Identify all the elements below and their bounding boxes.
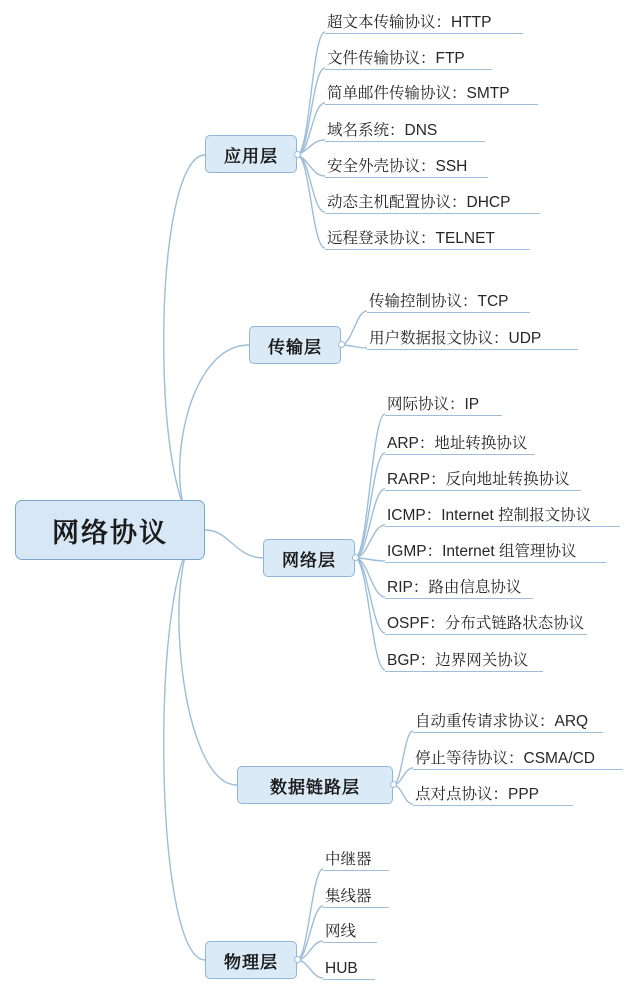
leaf-label: 网际协议：IP bbox=[387, 396, 480, 413]
branch-label: 应用层 bbox=[224, 146, 278, 166]
leaf-node[interactable] bbox=[413, 748, 623, 770]
leaf-label: OSPF：分布式链路状态协议 bbox=[387, 615, 585, 632]
leaf-node[interactable] bbox=[323, 886, 389, 908]
leaf-node[interactable] bbox=[385, 577, 533, 599]
leaf-node[interactable] bbox=[385, 613, 587, 635]
leaf-label: ARP：地址转换协议 bbox=[387, 435, 528, 452]
branch-connector-dot bbox=[294, 151, 301, 158]
leaf-label: HUB bbox=[325, 960, 358, 977]
branch-connector-dot bbox=[352, 554, 359, 561]
leaf-node[interactable] bbox=[367, 328, 578, 350]
branch-connector-dot bbox=[294, 956, 301, 963]
leaf-node[interactable] bbox=[413, 711, 603, 733]
leaf-node[interactable] bbox=[385, 469, 581, 491]
branch-node-physical-layer[interactable] bbox=[205, 941, 297, 979]
branch-node-data-link-layer[interactable] bbox=[237, 766, 393, 804]
leaf-label: 中继器 bbox=[325, 851, 372, 868]
branch-label: 网络层 bbox=[282, 550, 336, 570]
leaf-node[interactable] bbox=[323, 921, 377, 943]
root-node[interactable] bbox=[15, 500, 205, 560]
leaf-node[interactable] bbox=[385, 650, 543, 672]
leaf-label: 安全外壳协议：SSH bbox=[327, 158, 468, 175]
leaf-label: 集线器 bbox=[325, 888, 372, 905]
branch-node-application-layer[interactable] bbox=[205, 135, 297, 173]
leaf-node[interactable] bbox=[325, 228, 530, 250]
leaf-node[interactable] bbox=[325, 48, 492, 70]
leaf-node[interactable] bbox=[325, 12, 523, 34]
branch-label: 物理层 bbox=[224, 952, 278, 972]
leaf-label: 自动重传请求协议：ARQ bbox=[415, 713, 589, 730]
branch-label: 数据链路层 bbox=[270, 777, 360, 797]
leaf-label: 网线 bbox=[325, 923, 357, 940]
leaf-node[interactable] bbox=[325, 120, 485, 142]
branch-connector-dot bbox=[338, 341, 345, 348]
leaf-label: 远程登录协议：TELNET bbox=[327, 230, 495, 247]
leaf-node[interactable] bbox=[367, 291, 530, 313]
leaf-label: 超文本传输协议：HTTP bbox=[327, 14, 492, 31]
leaf-node[interactable] bbox=[413, 784, 573, 806]
branch-label: 传输层 bbox=[268, 337, 322, 357]
leaf-label: BGP：边界网关协议 bbox=[387, 652, 529, 669]
leaf-label: 传输控制协议：TCP bbox=[369, 293, 509, 310]
leaf-label: 文件传输协议：FTP bbox=[327, 50, 465, 67]
leaf-label: 域名系统：DNS bbox=[327, 122, 438, 139]
leaf-label: 动态主机配置协议：DHCP bbox=[327, 194, 511, 211]
leaf-label: 停止等待协议：CSMA/CD bbox=[415, 750, 595, 767]
leaf-node[interactable] bbox=[323, 849, 389, 871]
branch-node-network-layer[interactable] bbox=[263, 539, 355, 577]
branch-node-transport-layer[interactable] bbox=[249, 326, 341, 364]
leaf-node[interactable] bbox=[325, 192, 540, 214]
leaf-node[interactable] bbox=[385, 394, 502, 416]
leaf-label: 用户数据报文协议：UDP bbox=[369, 330, 542, 347]
branch-connector-dot bbox=[390, 781, 397, 788]
leaf-node[interactable] bbox=[385, 433, 535, 455]
leaf-node[interactable] bbox=[325, 156, 488, 178]
leaf-label: 简单邮件传输协议：SMTP bbox=[327, 85, 510, 102]
leaf-node[interactable] bbox=[385, 505, 620, 527]
leaf-label: RARP：反向地址转换协议 bbox=[387, 471, 570, 488]
root-label: 网络协议 bbox=[52, 517, 168, 548]
leaf-node[interactable] bbox=[385, 541, 606, 563]
leaf-label: 点对点协议：PPP bbox=[415, 786, 540, 803]
leaf-label: ICMP：Internet 控制报文协议 bbox=[387, 507, 592, 524]
leaf-label: RIP：路由信息协议 bbox=[387, 579, 522, 596]
leaf-node[interactable] bbox=[325, 83, 538, 105]
leaf-node[interactable] bbox=[323, 958, 375, 980]
leaf-label: IGMP：Internet 组管理协议 bbox=[387, 543, 577, 560]
